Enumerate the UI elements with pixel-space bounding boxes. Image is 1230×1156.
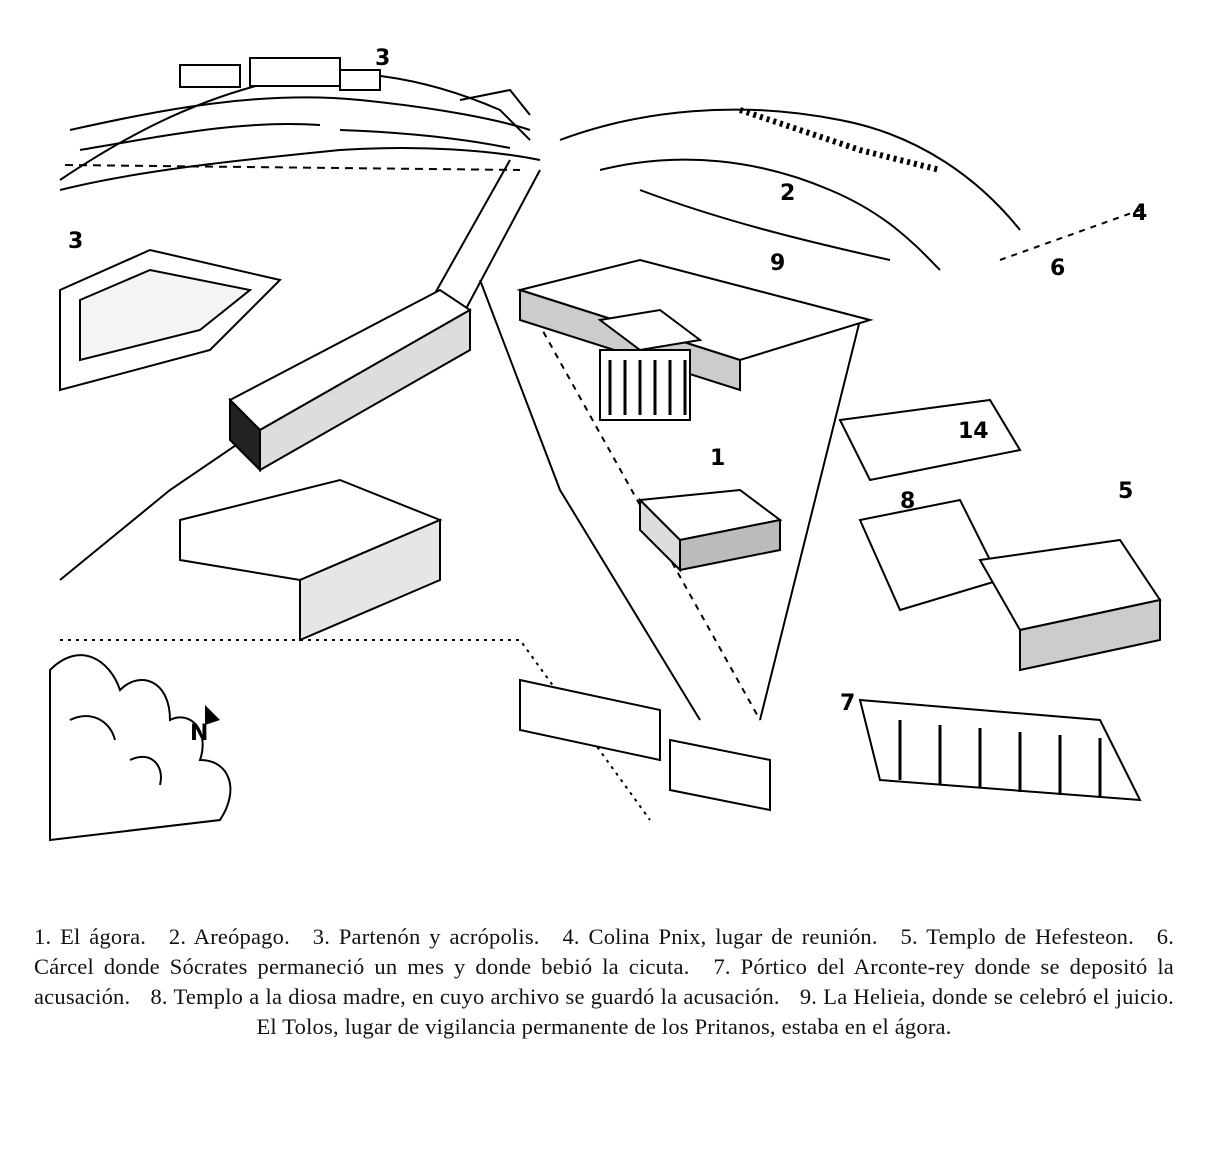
caption-item-10: El Tolos, lugar de vigilancia permanente de los Pritanos, estaba en el ágora. <box>256 1014 952 1039</box>
north-arrow <box>190 705 220 746</box>
label-5: 5 <box>1118 479 1134 504</box>
acropolis-hill <box>60 58 540 190</box>
label-2: 2 <box>780 181 796 206</box>
caption-item-9: 9. La Helieia, donde se celebró el juicio. <box>799 984 1174 1009</box>
left-buildings <box>60 250 470 640</box>
label-7: 7 <box>840 691 856 716</box>
agora-sketch-svg <box>40 20 1190 860</box>
caption-item-5: 5. Templo de Hefesteon. <box>900 924 1134 949</box>
compass-label: N <box>190 721 209 746</box>
caption-item-4: 4. Colina Pnix, lugar de reunión. <box>562 924 878 949</box>
label-3-top: 3 <box>375 46 391 71</box>
central-buildings <box>520 260 870 810</box>
trees <box>50 655 230 840</box>
caption-item-7: 7. Pórtico del Arconte-rey donde se depositó la acusación. <box>34 954 1174 1009</box>
agora-illustration <box>40 20 1190 860</box>
label-1: 1 <box>710 446 726 471</box>
label-3-left: 3 <box>68 229 84 254</box>
label-14: 14 <box>958 419 989 444</box>
caption-item-8: 8. Templo a la diosa madre, en cuyo archivo se guardó la acusación. <box>150 984 780 1009</box>
caption-item-1: 1. El ágora. <box>34 924 147 949</box>
label-8: 8 <box>900 489 916 514</box>
figure-caption <box>34 922 1174 1042</box>
caption-item-6: 6. Cárcel donde Sócrates permaneció un mes y donde bebió la cicuta. <box>34 924 1175 979</box>
caption-item-3: 3. Partenón y acrópolis. <box>312 924 540 949</box>
label-6: 6 <box>1050 256 1066 281</box>
right-buildings <box>840 400 1160 800</box>
caption-item-2: 2. Areópago. <box>168 924 290 949</box>
label-9: 9 <box>770 251 786 276</box>
label-4: 4 <box>1132 201 1148 226</box>
